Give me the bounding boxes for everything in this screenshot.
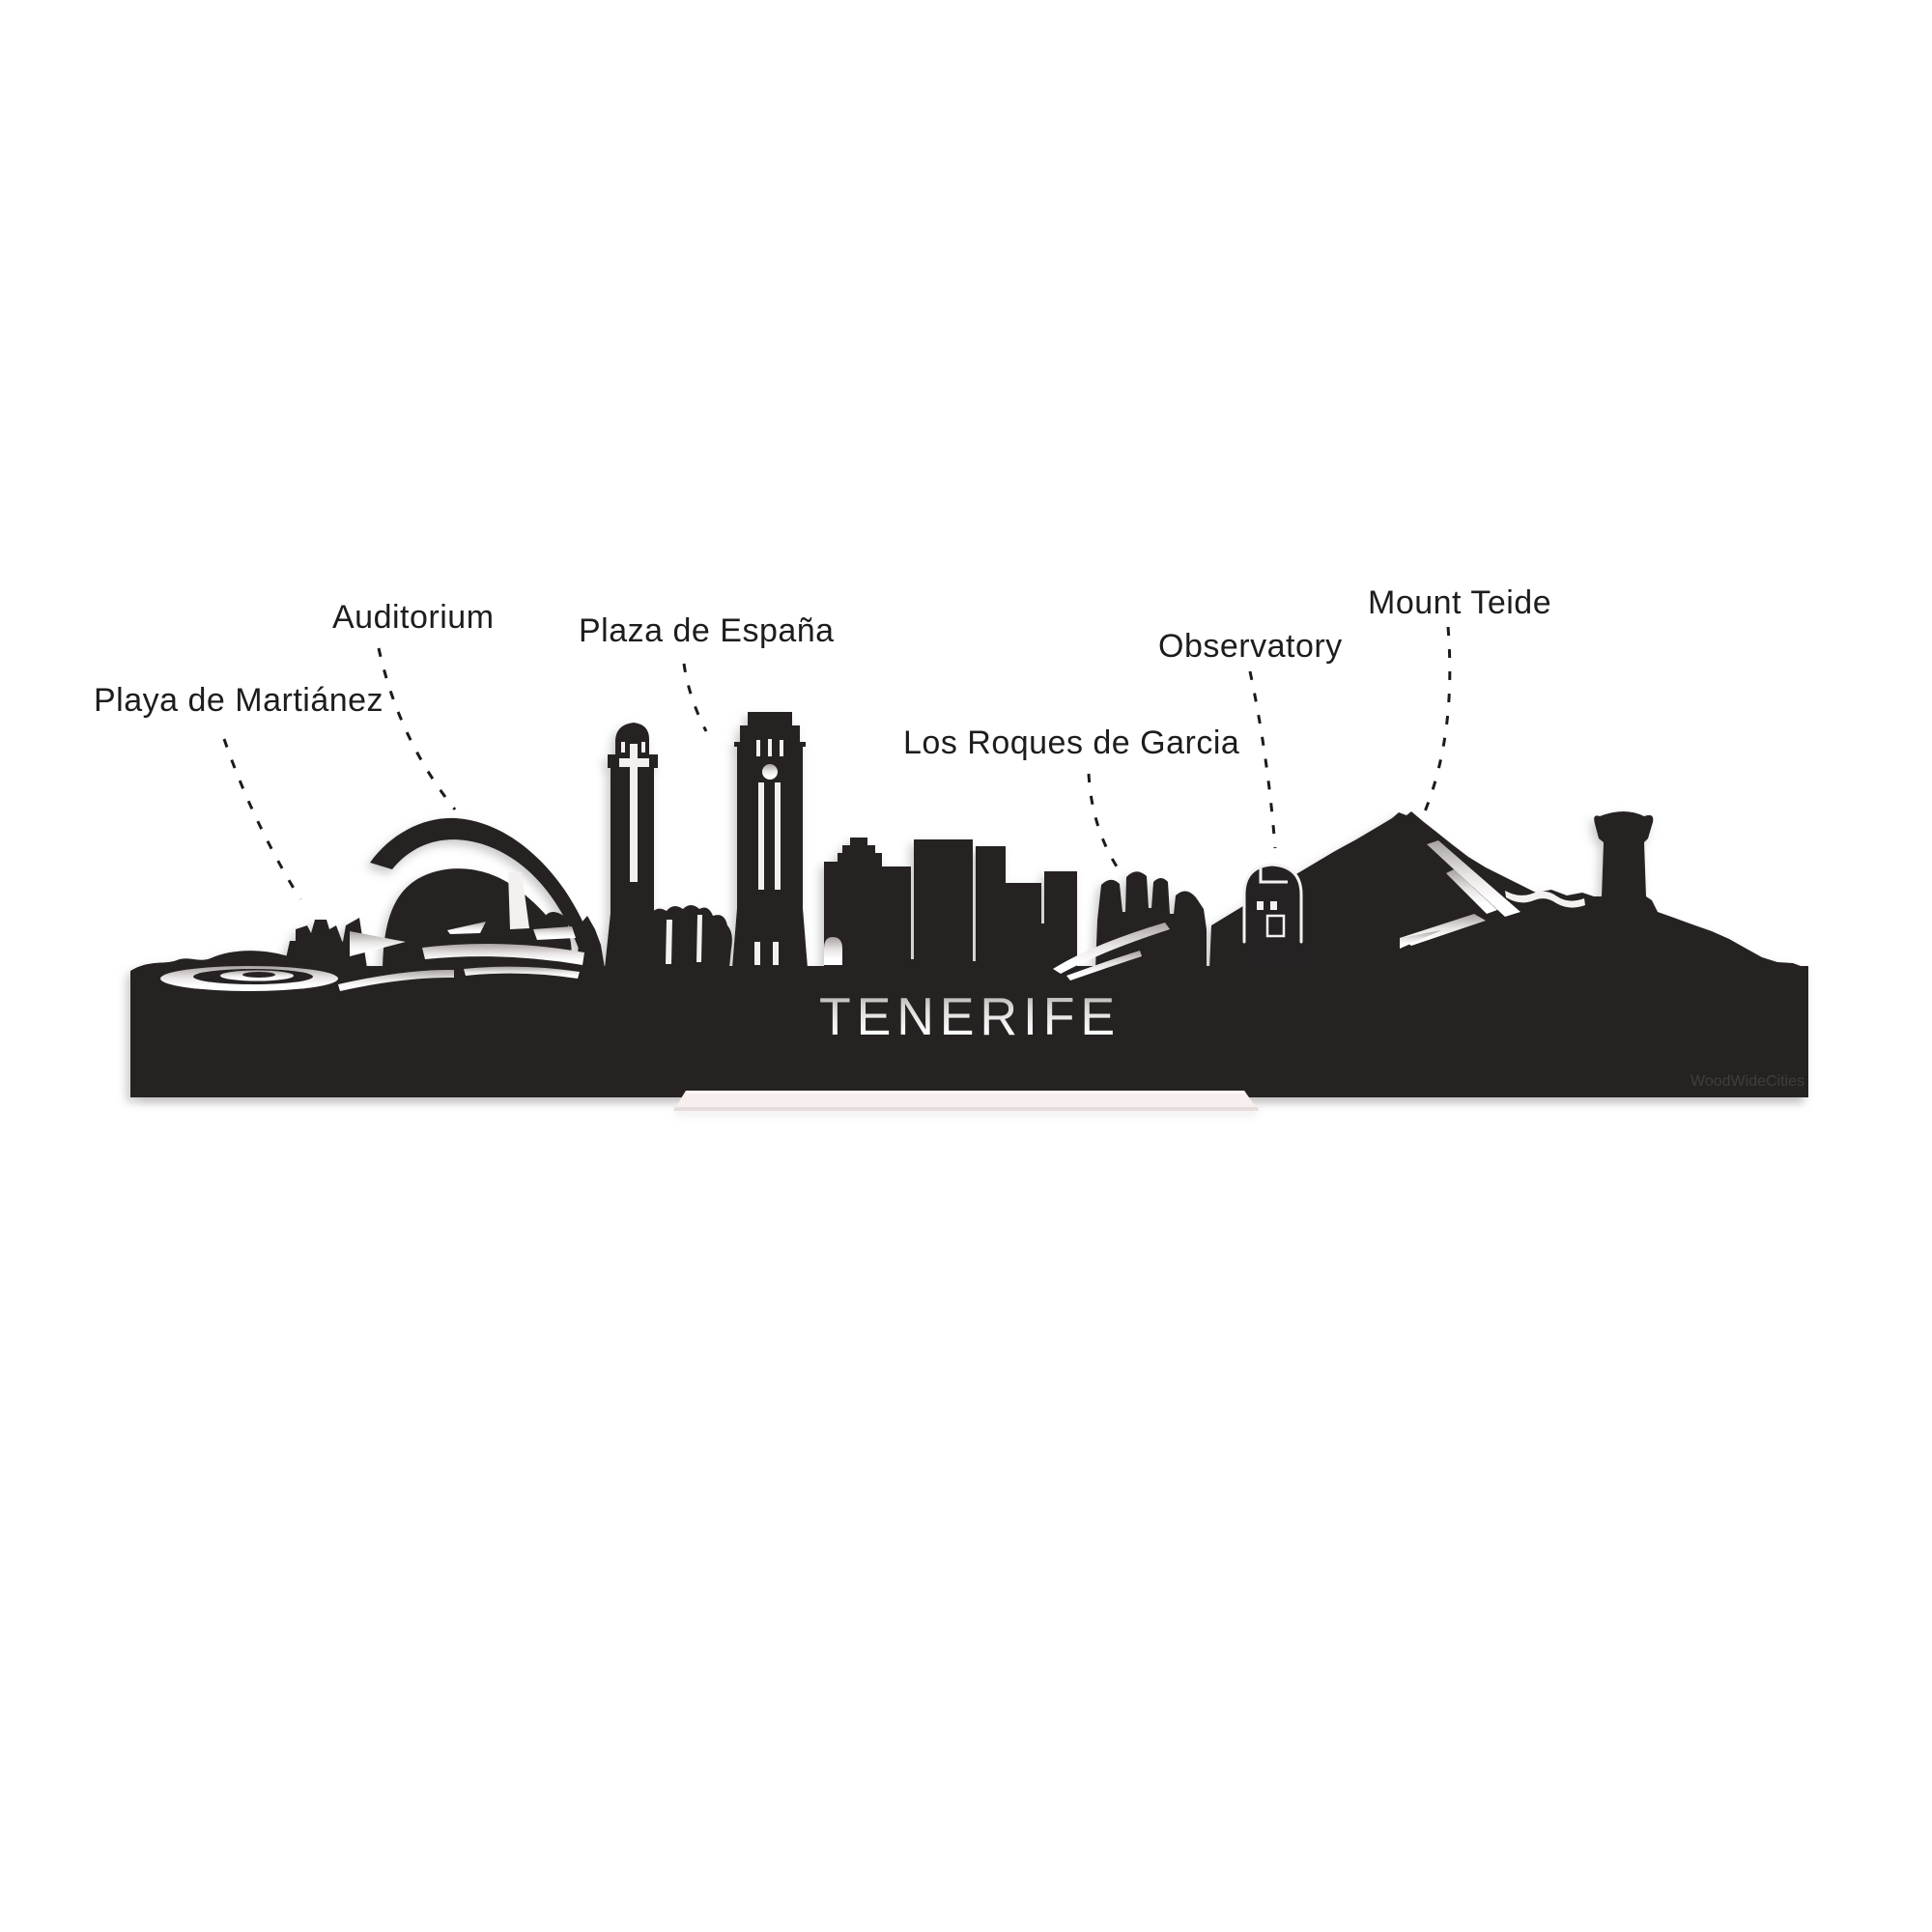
leader-line-mountteide — [1423, 627, 1450, 816]
collar-tick-right — [641, 742, 645, 753]
building-cluster — [824, 838, 1077, 968]
clock-slit-b — [768, 739, 772, 756]
stand-board-edge — [673, 1107, 1259, 1111]
leader-line-plaza — [684, 664, 706, 731]
leader-lines — [224, 627, 1450, 899]
stand-board-highlight — [686, 1091, 1246, 1094]
annotation-label-los-roques: Los Roques de Garcia — [903, 724, 1240, 761]
clock-face — [762, 764, 778, 780]
leader-line-observatory — [1250, 671, 1275, 848]
annotation-label-observatory: Observatory — [1158, 628, 1343, 665]
clock-base-tick-left — [754, 942, 760, 965]
bush-slit-2 — [696, 915, 702, 962]
clock-base-tick-right — [773, 942, 779, 965]
clock-long-slit-left — [758, 782, 764, 890]
observatory-dome — [1244, 865, 1301, 968]
clock-slit-c — [780, 740, 783, 756]
annotation-label-mount-teide: Mount Teide — [1368, 584, 1552, 621]
leader-line-auditorium — [379, 648, 455, 810]
clock-long-slit-right — [775, 782, 781, 890]
observatory-window-left — [1257, 901, 1264, 910]
leader-line-losroques — [1089, 774, 1117, 867]
leader-line-playa — [224, 739, 300, 899]
clock-slit-a — [756, 740, 760, 756]
arch-doorway — [824, 937, 842, 965]
display-stand — [673, 1091, 1259, 1116]
collar-tick-left — [621, 742, 625, 753]
annotation-label-plaza-de-espana: Plaza de España — [579, 612, 835, 649]
watermark-text: WoodWideCities — [1690, 1073, 1804, 1090]
observatory-window-right — [1270, 901, 1277, 910]
bushes-b — [639, 905, 732, 968]
city-name-text: TENERIFE — [819, 986, 1121, 1046]
cross-horizontal — [619, 758, 649, 767]
annotation-label-auditorium: Auditorium — [332, 599, 495, 636]
los-roques-rocks — [1095, 871, 1207, 968]
ripple-center — [242, 972, 275, 978]
bush-slit-1 — [666, 920, 672, 964]
annotation-label-playa-de-martianez: Playa de Martiánez — [94, 682, 384, 719]
